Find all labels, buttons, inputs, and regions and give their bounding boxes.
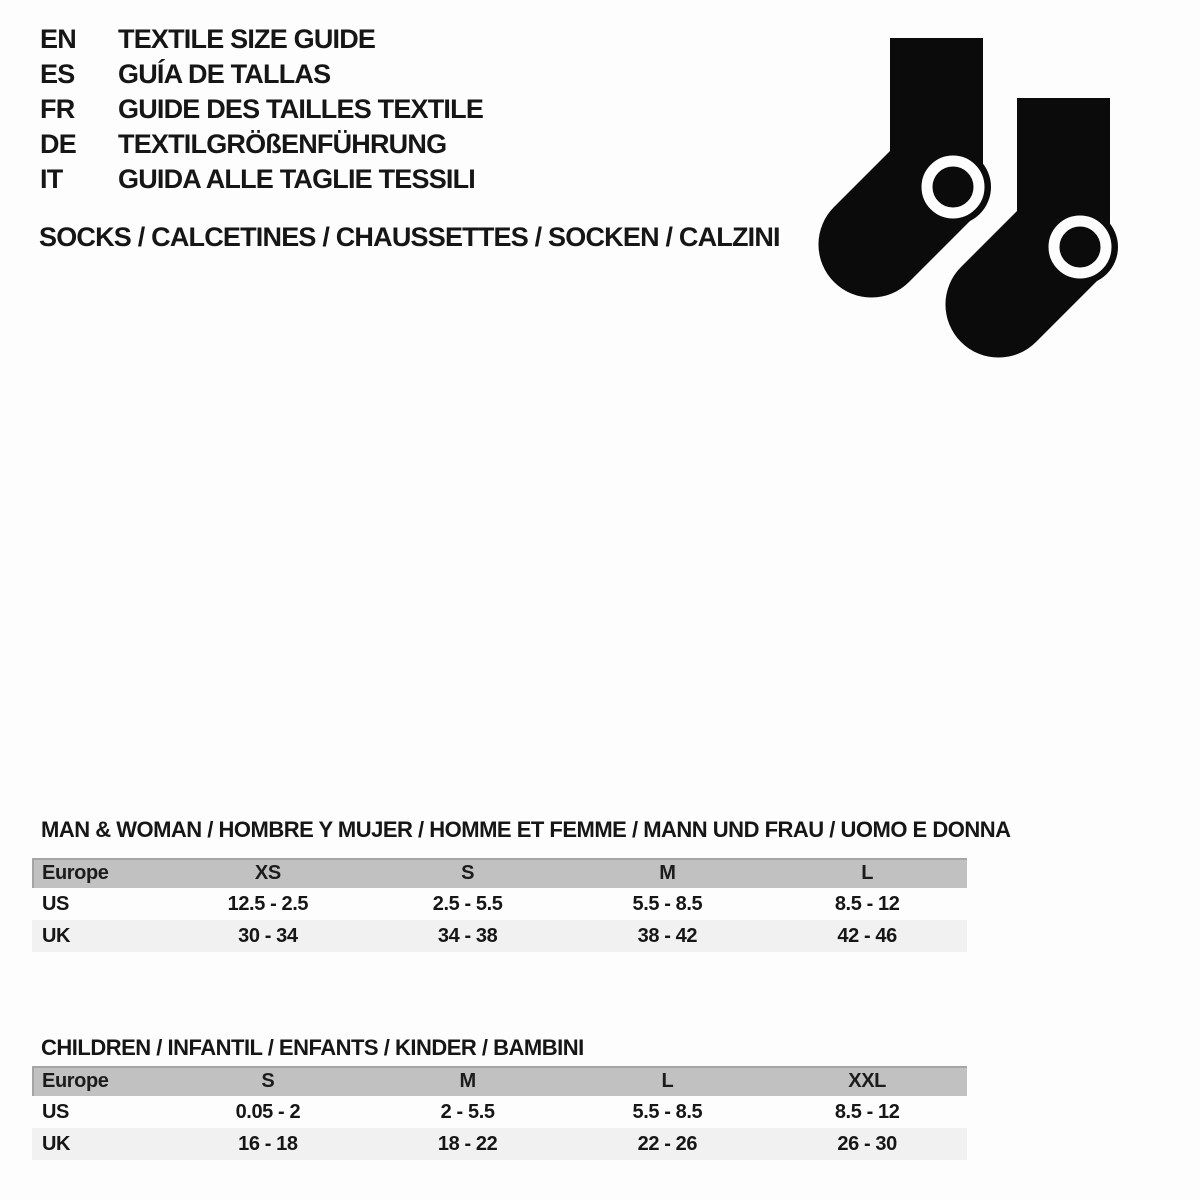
table-row-uk xyxy=(32,920,967,952)
table-row-us xyxy=(32,888,967,920)
column-header-size: S xyxy=(168,1066,368,1096)
language-row xyxy=(40,22,483,57)
table-header-row xyxy=(32,858,967,888)
language-code: EN xyxy=(40,24,76,54)
language-code: FR xyxy=(40,94,75,124)
table-cell: 5.5 - 8.5 xyxy=(632,892,703,915)
table-cell: 8.5 - 12 xyxy=(834,892,900,915)
table-cell: 30 - 34 xyxy=(168,920,368,952)
language-row xyxy=(40,92,483,127)
socks-icon xyxy=(818,26,1118,358)
row-label: US xyxy=(42,892,69,915)
language-list xyxy=(40,22,483,197)
column-header-size: XXL xyxy=(767,1066,967,1096)
guide-title: TEXTILE SIZE GUIDE xyxy=(118,24,376,54)
adult-table-title: MAN & WOMAN / HOMBRE Y MUJER / HOMME ET FEMME / MANN UND FRAU / UOMO E DONNA xyxy=(41,817,1011,842)
column-header-size: L xyxy=(767,858,967,888)
column-header-size: S xyxy=(368,858,568,888)
table-header-row xyxy=(32,1066,967,1096)
table-cell: 38 - 42 xyxy=(568,920,768,952)
guide-title: GUIDA ALLE TAGLIE TESSILI xyxy=(118,164,475,194)
table-row-us xyxy=(32,1096,967,1128)
column-header-size: XS xyxy=(168,858,368,888)
row-label: US xyxy=(42,1100,69,1123)
language-code: ES xyxy=(40,59,75,89)
guide-title: GUIDE DES TAILLES TEXTILE xyxy=(118,94,484,124)
table-cell: 12.5 - 2.5 xyxy=(227,892,309,915)
table-cell: 16 - 18 xyxy=(168,1128,368,1160)
men-women-size-table xyxy=(32,858,967,952)
table-cell: 5.5 - 8.5 xyxy=(632,1100,703,1123)
guide-title: GUÍA DE TALLAS xyxy=(118,59,331,89)
table-cell: 34 - 38 xyxy=(368,920,568,952)
column-header-region: Europe xyxy=(32,858,168,888)
category-heading: SOCKS / CALCETINES / CHAUSSETTES / SOCKEN / CALZINI xyxy=(39,222,780,252)
column-header-size: L xyxy=(568,1066,768,1096)
table-row-uk xyxy=(32,1128,967,1160)
column-header-size: M xyxy=(568,858,768,888)
table-cell: 22 - 26 xyxy=(568,1128,768,1160)
row-label: UK xyxy=(32,920,168,952)
table-cell: 8.5 - 12 xyxy=(834,1100,900,1123)
table-cell: 42 - 46 xyxy=(767,920,967,952)
table-cell: 26 - 30 xyxy=(767,1128,967,1160)
language-row xyxy=(40,127,483,162)
language-row xyxy=(40,162,483,197)
guide-title: TEXTILGRÖßENFÜHRUNG xyxy=(118,129,447,159)
language-code: DE xyxy=(40,129,76,159)
table-cell: 2.5 - 5.5 xyxy=(432,892,503,915)
children-table-title: CHILDREN / INFANTIL / ENFANTS / KINDER / BAMBINI xyxy=(41,1035,584,1060)
language-row xyxy=(40,57,483,92)
table-cell: 2 - 5.5 xyxy=(440,1100,495,1123)
language-code: IT xyxy=(40,164,63,194)
column-header-region: Europe xyxy=(32,1066,168,1096)
table-cell: 0.05 - 2 xyxy=(235,1100,301,1123)
sock-left-icon xyxy=(818,38,991,298)
children-size-table xyxy=(32,1066,967,1160)
row-label: UK xyxy=(32,1128,168,1160)
table-cell: 18 - 22 xyxy=(368,1128,568,1160)
column-header-size: M xyxy=(368,1066,568,1096)
